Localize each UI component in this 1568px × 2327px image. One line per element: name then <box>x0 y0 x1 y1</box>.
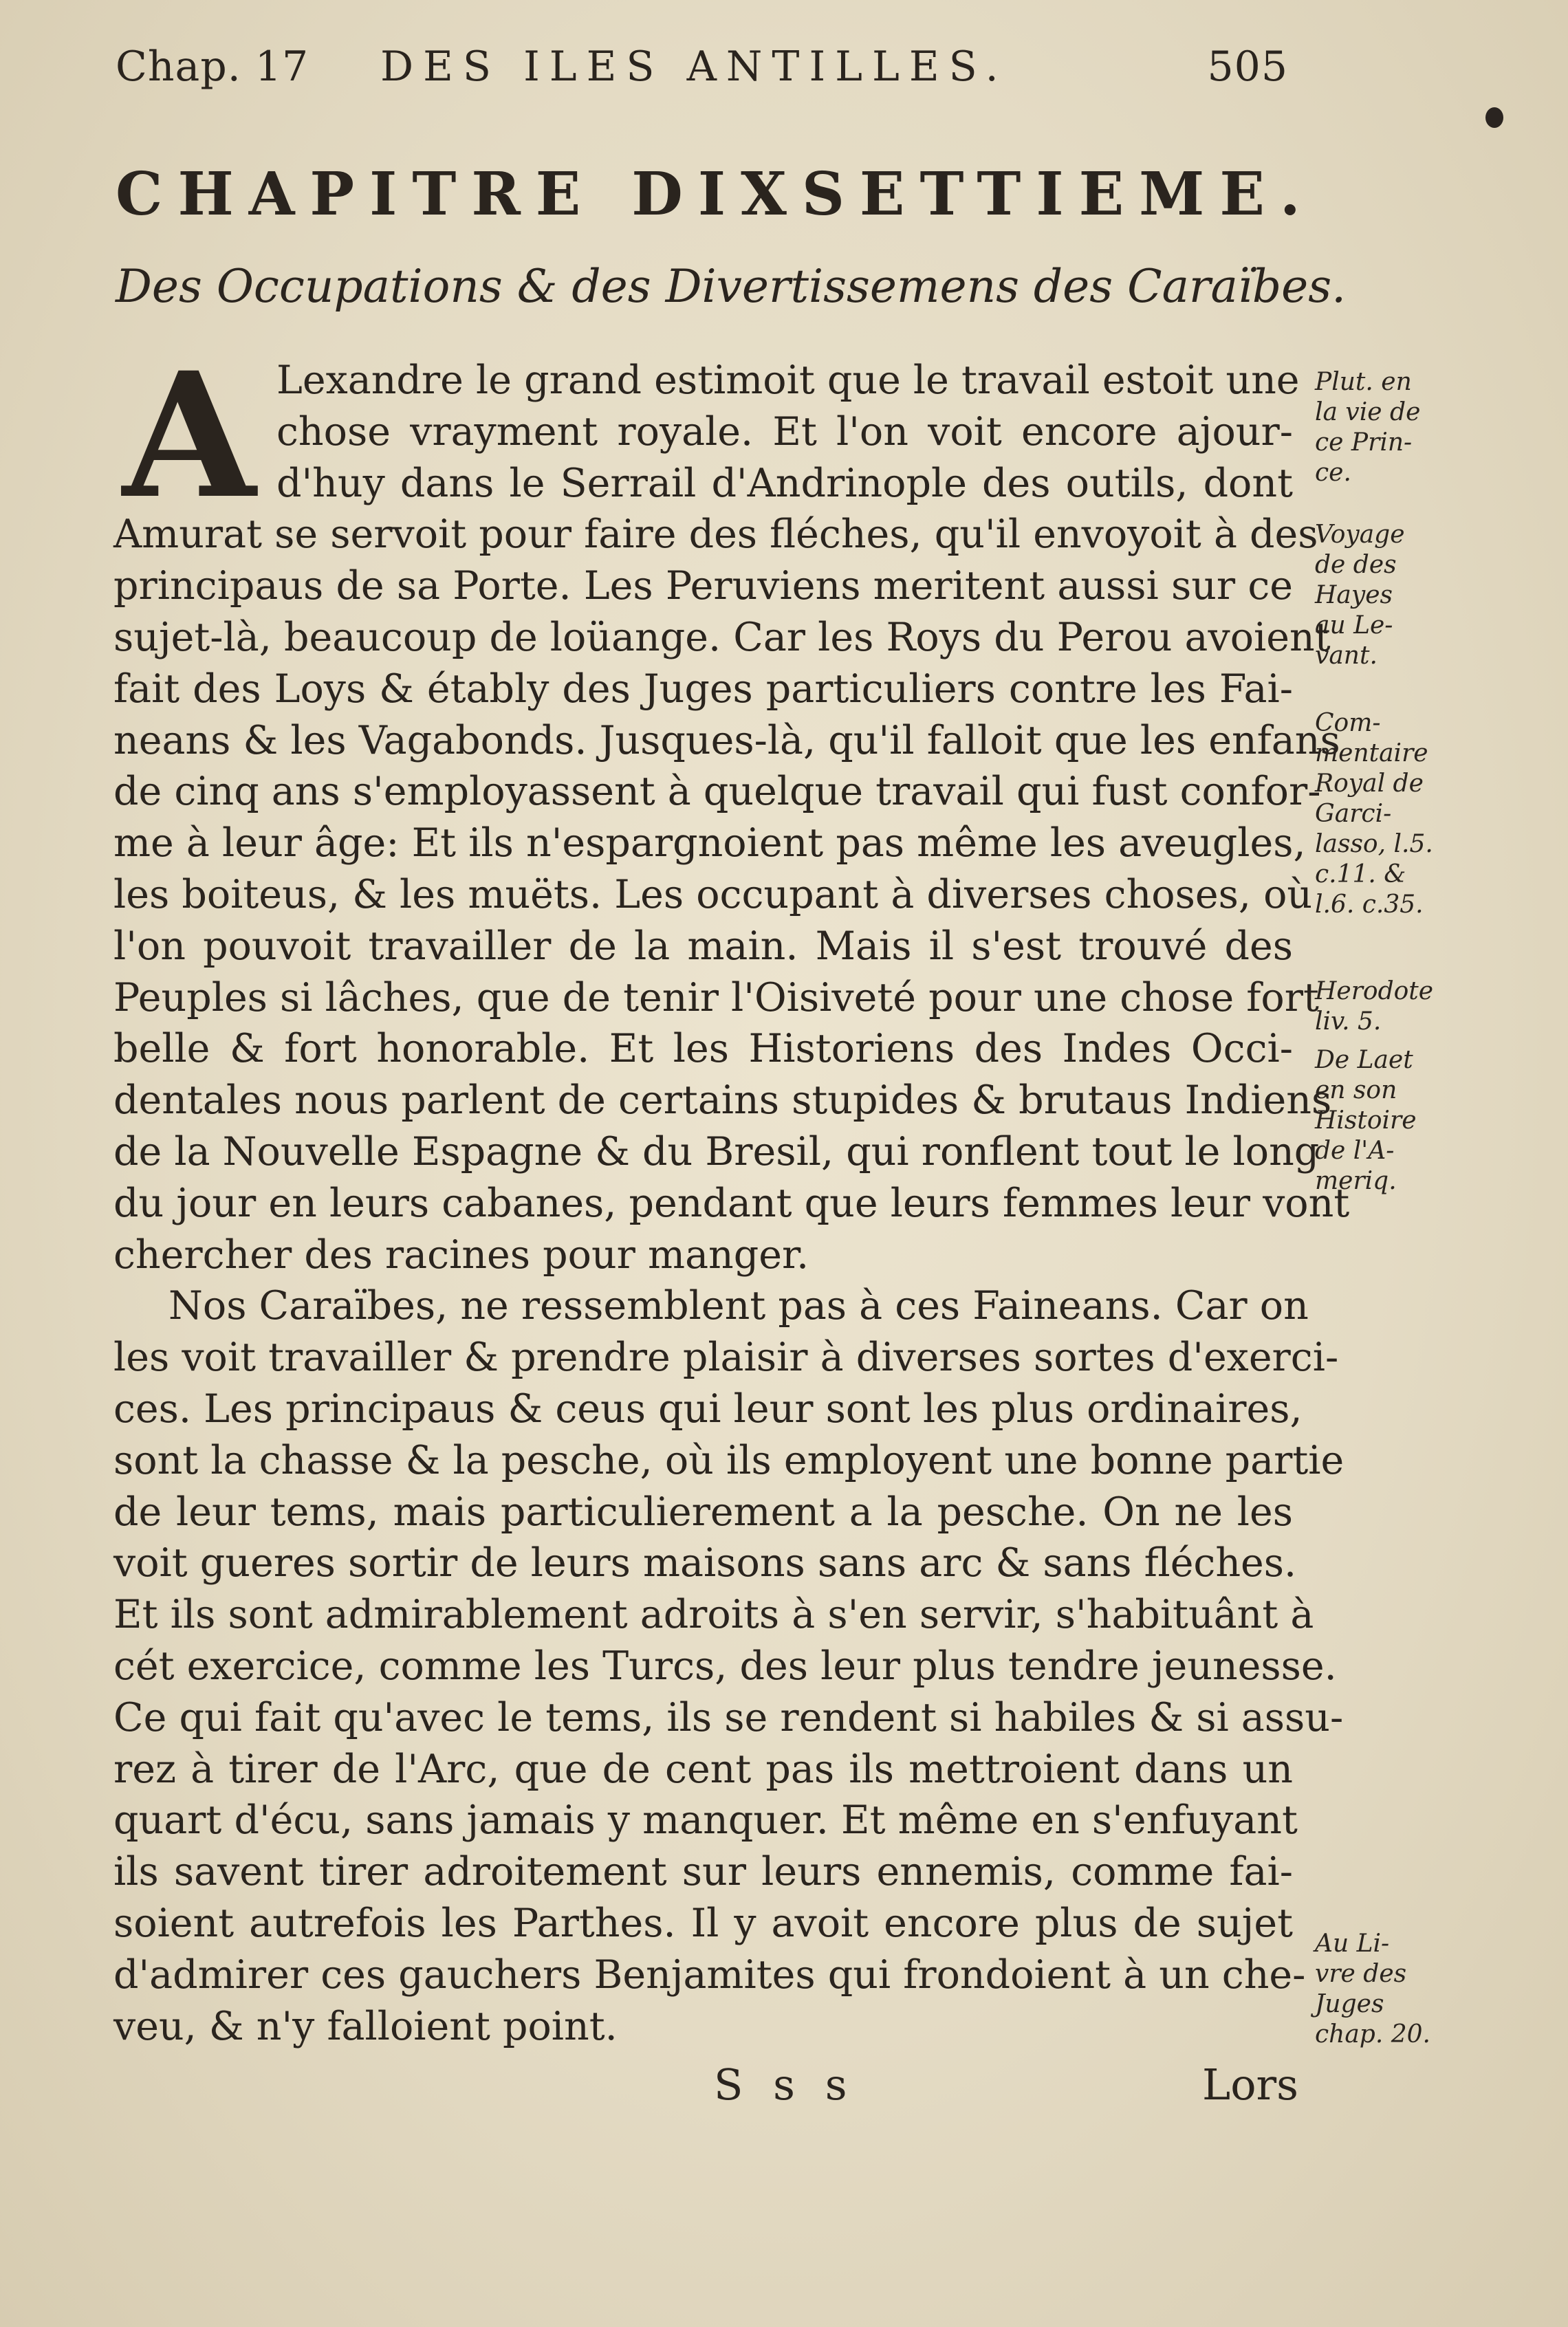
marginal-note-line: chap. 20. <box>1315 2020 1430 2049</box>
text-line: du jour en leurs cabanes, pendant que leurs femmes leur vont <box>113 1180 1350 1226</box>
marginal-note-line: Histoire <box>1315 1106 1417 1135</box>
chapter-subtitle: Des Occupations & des Divertissemens des Caraïbes. <box>116 260 1347 313</box>
text-line: d'huy dans le Serrail d'Andrinople des outils, dont <box>276 460 1293 506</box>
marginal-note-line: au Le- <box>1315 611 1393 640</box>
text-line: veu, & n'y falloient point. <box>113 2003 618 2049</box>
text-line: Nos Caraïbes, ne ressemblent pas à ces Faineans. Car on <box>168 1283 1309 1329</box>
text-line: ces. Les principaus & ceus qui leur sont les plus ordinaires, <box>113 1386 1303 1432</box>
text-line: rez à tirer de l'Arc, que de cent pas ils mettroient dans un <box>113 1746 1293 1792</box>
marginal-note-line: lasso, l.5. <box>1315 830 1433 858</box>
catchword: Lors <box>1202 2060 1298 2110</box>
marginal-note-line: vant. <box>1315 642 1378 670</box>
marginal-note-line: en son <box>1315 1076 1397 1104</box>
signature-mark: S s s <box>714 2060 856 2110</box>
text-line: d'admirer ces gauchers Benjamites qui frondoient à un che- <box>113 1952 1306 1998</box>
marginal-note-line: c.11. & <box>1315 860 1406 888</box>
text-line: de leur tems, mais particulierement a la pesche. On ne les <box>113 1489 1293 1535</box>
text-line: Amurat se servoit pour faire des fléches, qu'il envoyoit à des <box>113 512 1318 558</box>
marginal-note-line: mentaire <box>1315 739 1428 767</box>
drop-cap: A <box>122 334 256 536</box>
text-line: soient autrefois les Parthes. Il y avoit encore plus de sujet <box>113 1900 1293 1946</box>
marginal-note-line: Com- <box>1315 709 1381 737</box>
text-line: de la Nouvelle Espagne & du Bresil, qui ronflent tout le long <box>113 1128 1320 1175</box>
text-line: principaus de sa Porte. Les Peruviens meritent aussi sur ce <box>113 563 1293 609</box>
text-line: sont la chasse & la pesche, où ils employent une bonne partie <box>113 1437 1344 1483</box>
text-line: quart d'écu, sans jamais y manquer. Et même en s'enfuyant <box>113 1798 1298 1844</box>
marginal-note-line: Herodote <box>1315 977 1434 1005</box>
text-line: chose vrayment royale. Et l'on voit encore ajour- <box>276 408 1293 455</box>
text-line: Ce qui fait qu'avec le tems, ils se rendent si habiles & si assu- <box>113 1694 1344 1740</box>
chapter-reference: Chap. 17 <box>116 43 309 91</box>
ink-blot <box>1485 107 1503 128</box>
text-line: sujet-là, beaucoup de loüange. Car les Roys du Perou avoient <box>113 614 1331 660</box>
marginal-note <box>1315 520 1452 671</box>
marginal-note-line: de des <box>1315 551 1397 579</box>
text-line: de cinq ans s'employassent à quelque travail qui fust confor- <box>113 769 1321 815</box>
page-footer <box>116 2060 1298 2115</box>
text-line: chercher des racines pour manger. <box>113 1232 809 1278</box>
text-line: Lexandre le grand estimoit que le travail estoit une <box>276 358 1300 403</box>
text-line: ils savent tirer adroitement sur leurs ennemis, comme fai- <box>113 1849 1293 1895</box>
running-header <box>116 43 1302 105</box>
text-line: les voit travailler & prendre plaisir à diverses sortes d'exerci- <box>113 1335 1339 1381</box>
running-title: DES ILES ANTILLES. <box>380 43 1008 91</box>
marginal-note-line: Juges <box>1315 1990 1384 2018</box>
marginal-note-line: Garci- <box>1315 800 1392 828</box>
marginal-note <box>1315 976 1452 1037</box>
marginal-note <box>1315 367 1452 488</box>
marginal-note-line: ce Prin- <box>1315 428 1413 457</box>
chapter-title: CHAPITRE DIXSETTIEME. <box>116 160 1316 229</box>
marginal-note-line: meriq. <box>1315 1167 1397 1195</box>
marginal-note-line: vre des <box>1315 1960 1407 1988</box>
page-number: 505 <box>1207 43 1288 91</box>
marginal-note-line: Royal de <box>1315 769 1424 798</box>
text-line: les boiteus, & les muëts. Les occupant à diverses choses, où <box>113 871 1313 917</box>
text-line: neans & les Vagabonds. Jusques-là, qu'il falloit que les enfans <box>113 717 1340 763</box>
text-line: l'on pouvoit travailler de la main. Mais il s'est trouvé des <box>113 923 1293 969</box>
marginal-note <box>1315 1045 1452 1197</box>
text-line: Et ils sont admirablement adroits à s'en servir, s'habituânt à <box>113 1592 1314 1638</box>
marginal-note-line: liv. 5. <box>1315 1007 1382 1036</box>
marginal-note <box>1315 1929 1452 2050</box>
marginal-note-line: la vie de <box>1315 398 1421 426</box>
marginal-note-line: Hayes <box>1315 581 1393 609</box>
text-line: belle & fort honorable. Et les Historiens des Indes Occi- <box>113 1026 1293 1072</box>
marginal-note-line: de l'A- <box>1315 1137 1395 1165</box>
text-line: cét exercice, comme les Turcs, des leur plus tendre jeunesse. <box>113 1643 1337 1689</box>
marginal-note-line: Plut. en <box>1315 368 1412 396</box>
marginal-note-line: ce. <box>1315 459 1351 487</box>
text-line: Peuples si lâches, que de tenir l'Oisiveté pour une chose fort <box>113 974 1319 1020</box>
marginal-note-line: Au Li- <box>1315 1930 1390 1958</box>
marginal-note-line: Voyage <box>1315 521 1405 549</box>
text-line: fait des Loys & étably des Juges particuliers contre les Fai- <box>113 666 1293 712</box>
marginal-note-line: De Laet <box>1315 1046 1413 1074</box>
text-line: dentales nous parlent de certains stupides & brutaus Indiens <box>113 1078 1332 1124</box>
marginal-note-line: l.6. c.35. <box>1315 891 1424 919</box>
text-line: me à leur âge: Et ils n'espargnoient pas même les aveugles, <box>113 820 1306 866</box>
marginal-note <box>1315 708 1452 920</box>
text-line: voit gueres sortir de leurs maisons sans arc & sans fléches. <box>113 1540 1297 1586</box>
